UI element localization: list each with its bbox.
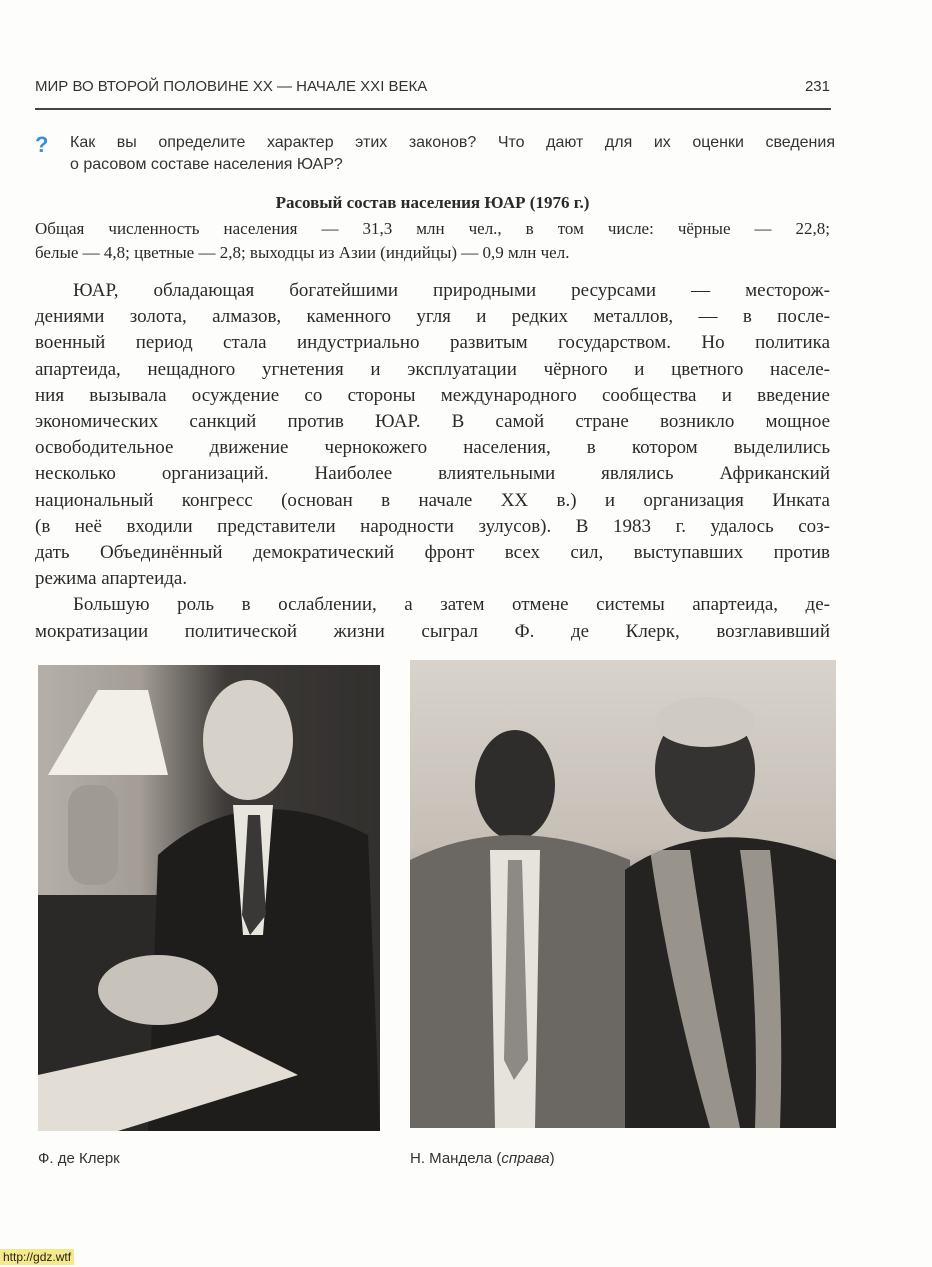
table-title: Расовый состав населения ЮАР (1976 г.) (275, 193, 590, 212)
running-header (35, 78, 830, 95)
photo-de-klerk (38, 665, 380, 1131)
body-line: экономических санкций против ЮАР. В самой стране возникло мощное (35, 411, 830, 433)
body-line: режима апартеида. (35, 568, 188, 590)
question-mark-icon: ? (35, 132, 49, 157)
body-line: (в неё входили представители народности зулусов). В 1983 г. удалось соз- (35, 515, 830, 537)
question-block (35, 132, 835, 176)
chapter-title: МИР ВО ВТОРОЙ ПОЛОВИНЕ XX — НАЧАЛЕ XXI ВЕКА (35, 78, 428, 95)
body-line: ния вызывала осуждение со стороны международного сообщества и введение (35, 384, 830, 406)
data-line: Общая численность населения — 31,3 млн чел., в том числе: чёрные — 22,8; (35, 219, 830, 238)
body-line: несколько организаций. Наиболее влиятельными являлись Африканский (35, 463, 830, 485)
body-line: мократизации политической жизни сыграл Ф. де Клерк, возглавивший (35, 620, 830, 642)
caption-mandela (410, 1150, 555, 1167)
watermark-link[interactable]: http://gdz.wtf (0, 1249, 74, 1265)
body-line: ЮАР, обладающая богатейшими природными ресурсами — месторож- (73, 280, 830, 301)
population-data (35, 217, 830, 265)
caption-italic: справа (501, 1150, 550, 1167)
data-line: белые — 4,8; цветные — 2,8; выходцы из Азии (индийцы) — 0,9 млн чел. (35, 243, 570, 262)
question-line: о расовом составе населения ЮАР? (70, 156, 343, 173)
caption-end: ) (549, 1150, 555, 1167)
body-line: дениями золота, алмазов, каменного угля и редких металлов, — в после- (35, 306, 830, 328)
body-line: дать Объединённый демократический фронт всех сил, выступавших против (35, 542, 830, 564)
header-rule (35, 108, 831, 110)
photo-mandela-image (410, 660, 836, 1128)
body-line: военный период стала индустриально развитым государством. Но политика (35, 332, 830, 354)
caption-de-klerk: Ф. де Клерк (38, 1150, 120, 1167)
photo-de-klerk-image (38, 665, 380, 1131)
body-line: национальный конгресс (основан в начале XX в.) и организация Инката (35, 489, 830, 511)
body-line: Большую роль в ослаблении, а затем отмене системы апартеида, де- (73, 594, 830, 616)
body-text (35, 278, 830, 645)
photo-mandela (410, 660, 836, 1128)
caption-text: Н. Мандела ( (410, 1150, 502, 1167)
question-line: Как вы определите характер этих законов? Что дают для их оценки сведения (70, 134, 835, 151)
body-line: апартеида, нещадного угнетения и эксплуатации чёрного и цветного населе- (35, 358, 830, 380)
page-number: 231 (804, 78, 830, 95)
body-line: освободительное движение чернокожего населения, в котором выделились (35, 437, 830, 459)
